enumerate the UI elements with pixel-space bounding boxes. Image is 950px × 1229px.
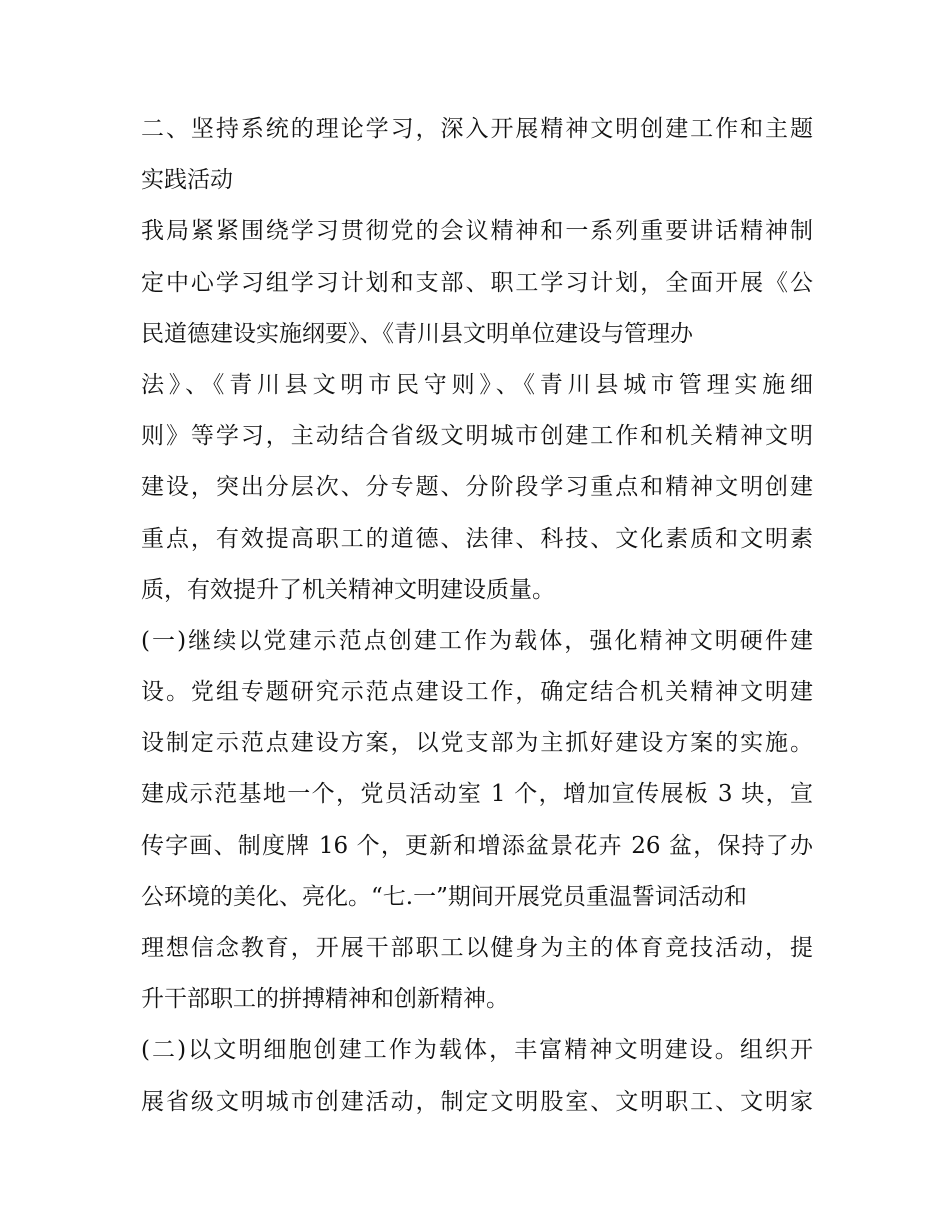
paragraph-3-line-2: 展省级文明城市创建活动，制定文明股室、文明职工、文明家	[141, 1088, 813, 1115]
paragraph-2-line-5: 传字画、制度牌 16 个，更新和增添盆景花卉 26 盆，保持了办	[141, 832, 813, 859]
paragraph-2-line-6: 公环境的美化、亮化。“七.一”期间开展党员重温誓词活动和	[141, 883, 747, 910]
heading-line-2: 实践活动	[141, 167, 233, 194]
paragraph-2-line-7: 理想信念教育，开展干部职工以健身为主的体育竞技活动，提	[141, 935, 813, 961]
paragraph-2-line-2: 设。党组专题研究示范点建设工作，确定结合机关精神文明建	[141, 679, 813, 706]
paragraph-1-line-5: 则》等学习，主动结合省级文明城市创建工作和机关精神文明	[141, 423, 813, 450]
heading-line-1: 二、坚持系统的理论学习，深入开展精神文明创建工作和主题	[141, 116, 813, 142]
paragraph-3-line-1: (二)以文明细胞创建工作为载体，丰富精神文明建设。组织开	[141, 1037, 813, 1064]
paragraph-2-line-3: 设制定示范点建设方案，以党支部为主抓好建设方案的实施。	[141, 730, 813, 757]
paragraph-2-line-1: (一)继续以党建示范点创建工作为载体，强化精神文明硬件建	[141, 627, 813, 654]
paragraph-1-line-8: 质，有效提升了机关精神文明建设质量。	[141, 576, 555, 603]
paragraph-2-line-8: 升干部职工的拼搏精神和创新精神。	[141, 986, 509, 1013]
paragraph-1-line-6: 建设，突出分层次、分专题、分阶段学习重点和精神文明创建	[141, 474, 813, 501]
document-body	[141, 104, 813, 1128]
paragraph-1-line-7: 重点，有效提高职工的道德、法律、科技、文化素质和文明素	[141, 525, 813, 552]
paragraph-2-line-4: 建成示范基地一个，党员活动室 1 个，增加宣传展板 3 块，宣	[141, 781, 813, 808]
paragraph-1-line-3: 民道德建设实施纲要》、《青川县文明单位建设与管理办	[141, 320, 693, 347]
paragraph-1-line-1: 我局紧紧围绕学习贯彻党的会议精神和一系列重要讲话精神制	[141, 218, 813, 245]
paragraph-1-line-2: 定中心学习组学习计划和支部、职工学习计划，全面开展《公	[141, 269, 813, 296]
paragraph-1-line-4: 法》、《青川县文明市民守则》、《青川县城市管理实施细	[141, 371, 813, 398]
